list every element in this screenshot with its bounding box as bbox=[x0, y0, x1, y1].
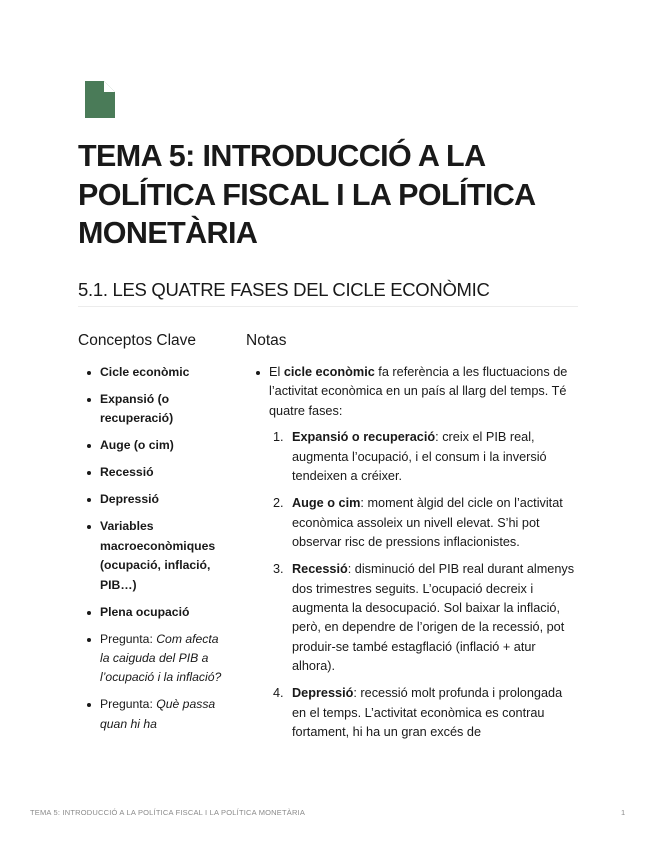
page-number: 1 bbox=[621, 808, 626, 817]
concept-item: Expansió (o recuperació) bbox=[78, 390, 230, 429]
notes-list bbox=[246, 363, 578, 743]
footer-title: TEMA 5: INTRODUCCIÓ A LA POLÍTICA FISCAL I LA POLÍTICA MONETÀRIA bbox=[30, 808, 306, 817]
phase-item bbox=[269, 560, 578, 676]
phase-item bbox=[269, 494, 578, 552]
concept-item: Variables macroeconòmiques (ocupació, inflació, PIB…) bbox=[78, 517, 230, 595]
document-icon bbox=[85, 81, 115, 118]
question-text: Què passa quan hi ha bbox=[100, 697, 216, 731]
notes-column bbox=[246, 331, 578, 751]
phase-item bbox=[269, 684, 578, 742]
phase-text: : disminució del PIB real durant almenys dos trimestres seguits. L’ocupació decreix i augmenta la desocupació. Sol baixar la inflació, però, en dependre de l’origen de la recessió, pot produir-se també estagflació (inflació + atur alhora). bbox=[292, 562, 575, 674]
concept-item: Recessió bbox=[78, 463, 230, 482]
concept-item: Depressió bbox=[78, 490, 230, 509]
key-concepts-column bbox=[78, 331, 230, 742]
concept-item: Auge (o cim) bbox=[78, 436, 230, 455]
notes-heading: Notas bbox=[246, 332, 287, 349]
question-item bbox=[78, 630, 230, 688]
section-heading: 5.1. LES QUATRE FASES DEL CICLE ECONÒMIC bbox=[78, 279, 490, 300]
page-title: TEMA 5: INTRODUCCIÓ A LA POLÍTICA FISCAL I LA POLÍTICA MONETÀRIA bbox=[78, 139, 535, 250]
phase-text: : creix el PIB real, augmenta l’ocupació, i el consum i la inversió tendeixen a créixer. bbox=[292, 430, 547, 484]
phase-text: : recessió molt profunda i prolongada en el temps. L’activitat econòmica es contrau fortament, hi ha un gran excés de bbox=[292, 686, 563, 740]
phase-text: : moment àlgid del cicle on l’activitat econòmica assoleix un nivell elevat. S’hi pot observar risc de pressions inflacionistes. bbox=[292, 496, 563, 550]
intro-after: fa referència a les fluctuacions de l’activitat econòmica en un país al llarg del temps. Té quatre fases: bbox=[269, 365, 568, 418]
question-prefix: Pregunta: bbox=[100, 631, 157, 646]
phase-number: 3. bbox=[273, 562, 284, 577]
phase-item bbox=[269, 428, 578, 486]
phase-number: 1. bbox=[273, 430, 284, 445]
concept-item: Cicle econòmic bbox=[78, 363, 230, 382]
phases-list bbox=[269, 428, 578, 742]
phase-number: 2. bbox=[273, 496, 284, 511]
question-item bbox=[78, 695, 230, 734]
section-divider bbox=[78, 306, 578, 307]
phase-term: Expansió o recuperació bbox=[292, 430, 436, 445]
phase-term: Recessió bbox=[292, 562, 348, 577]
intro-before: El bbox=[269, 365, 284, 379]
question-text: Com afecta la caiguda del PIB a l’ocupació i la inflació? bbox=[100, 631, 222, 685]
phase-term: Auge o cim bbox=[292, 496, 361, 511]
key-concepts-heading: Conceptos Clave bbox=[78, 332, 197, 349]
phase-number: 4. bbox=[273, 686, 284, 701]
concept-item: Plena ocupació bbox=[78, 603, 230, 622]
intro-term: cicle econòmic bbox=[283, 365, 375, 379]
phase-term: Depressió bbox=[292, 686, 354, 701]
key-concepts-list bbox=[78, 363, 230, 734]
question-prefix: Pregunta: bbox=[100, 697, 157, 712]
notes-item bbox=[246, 363, 578, 743]
